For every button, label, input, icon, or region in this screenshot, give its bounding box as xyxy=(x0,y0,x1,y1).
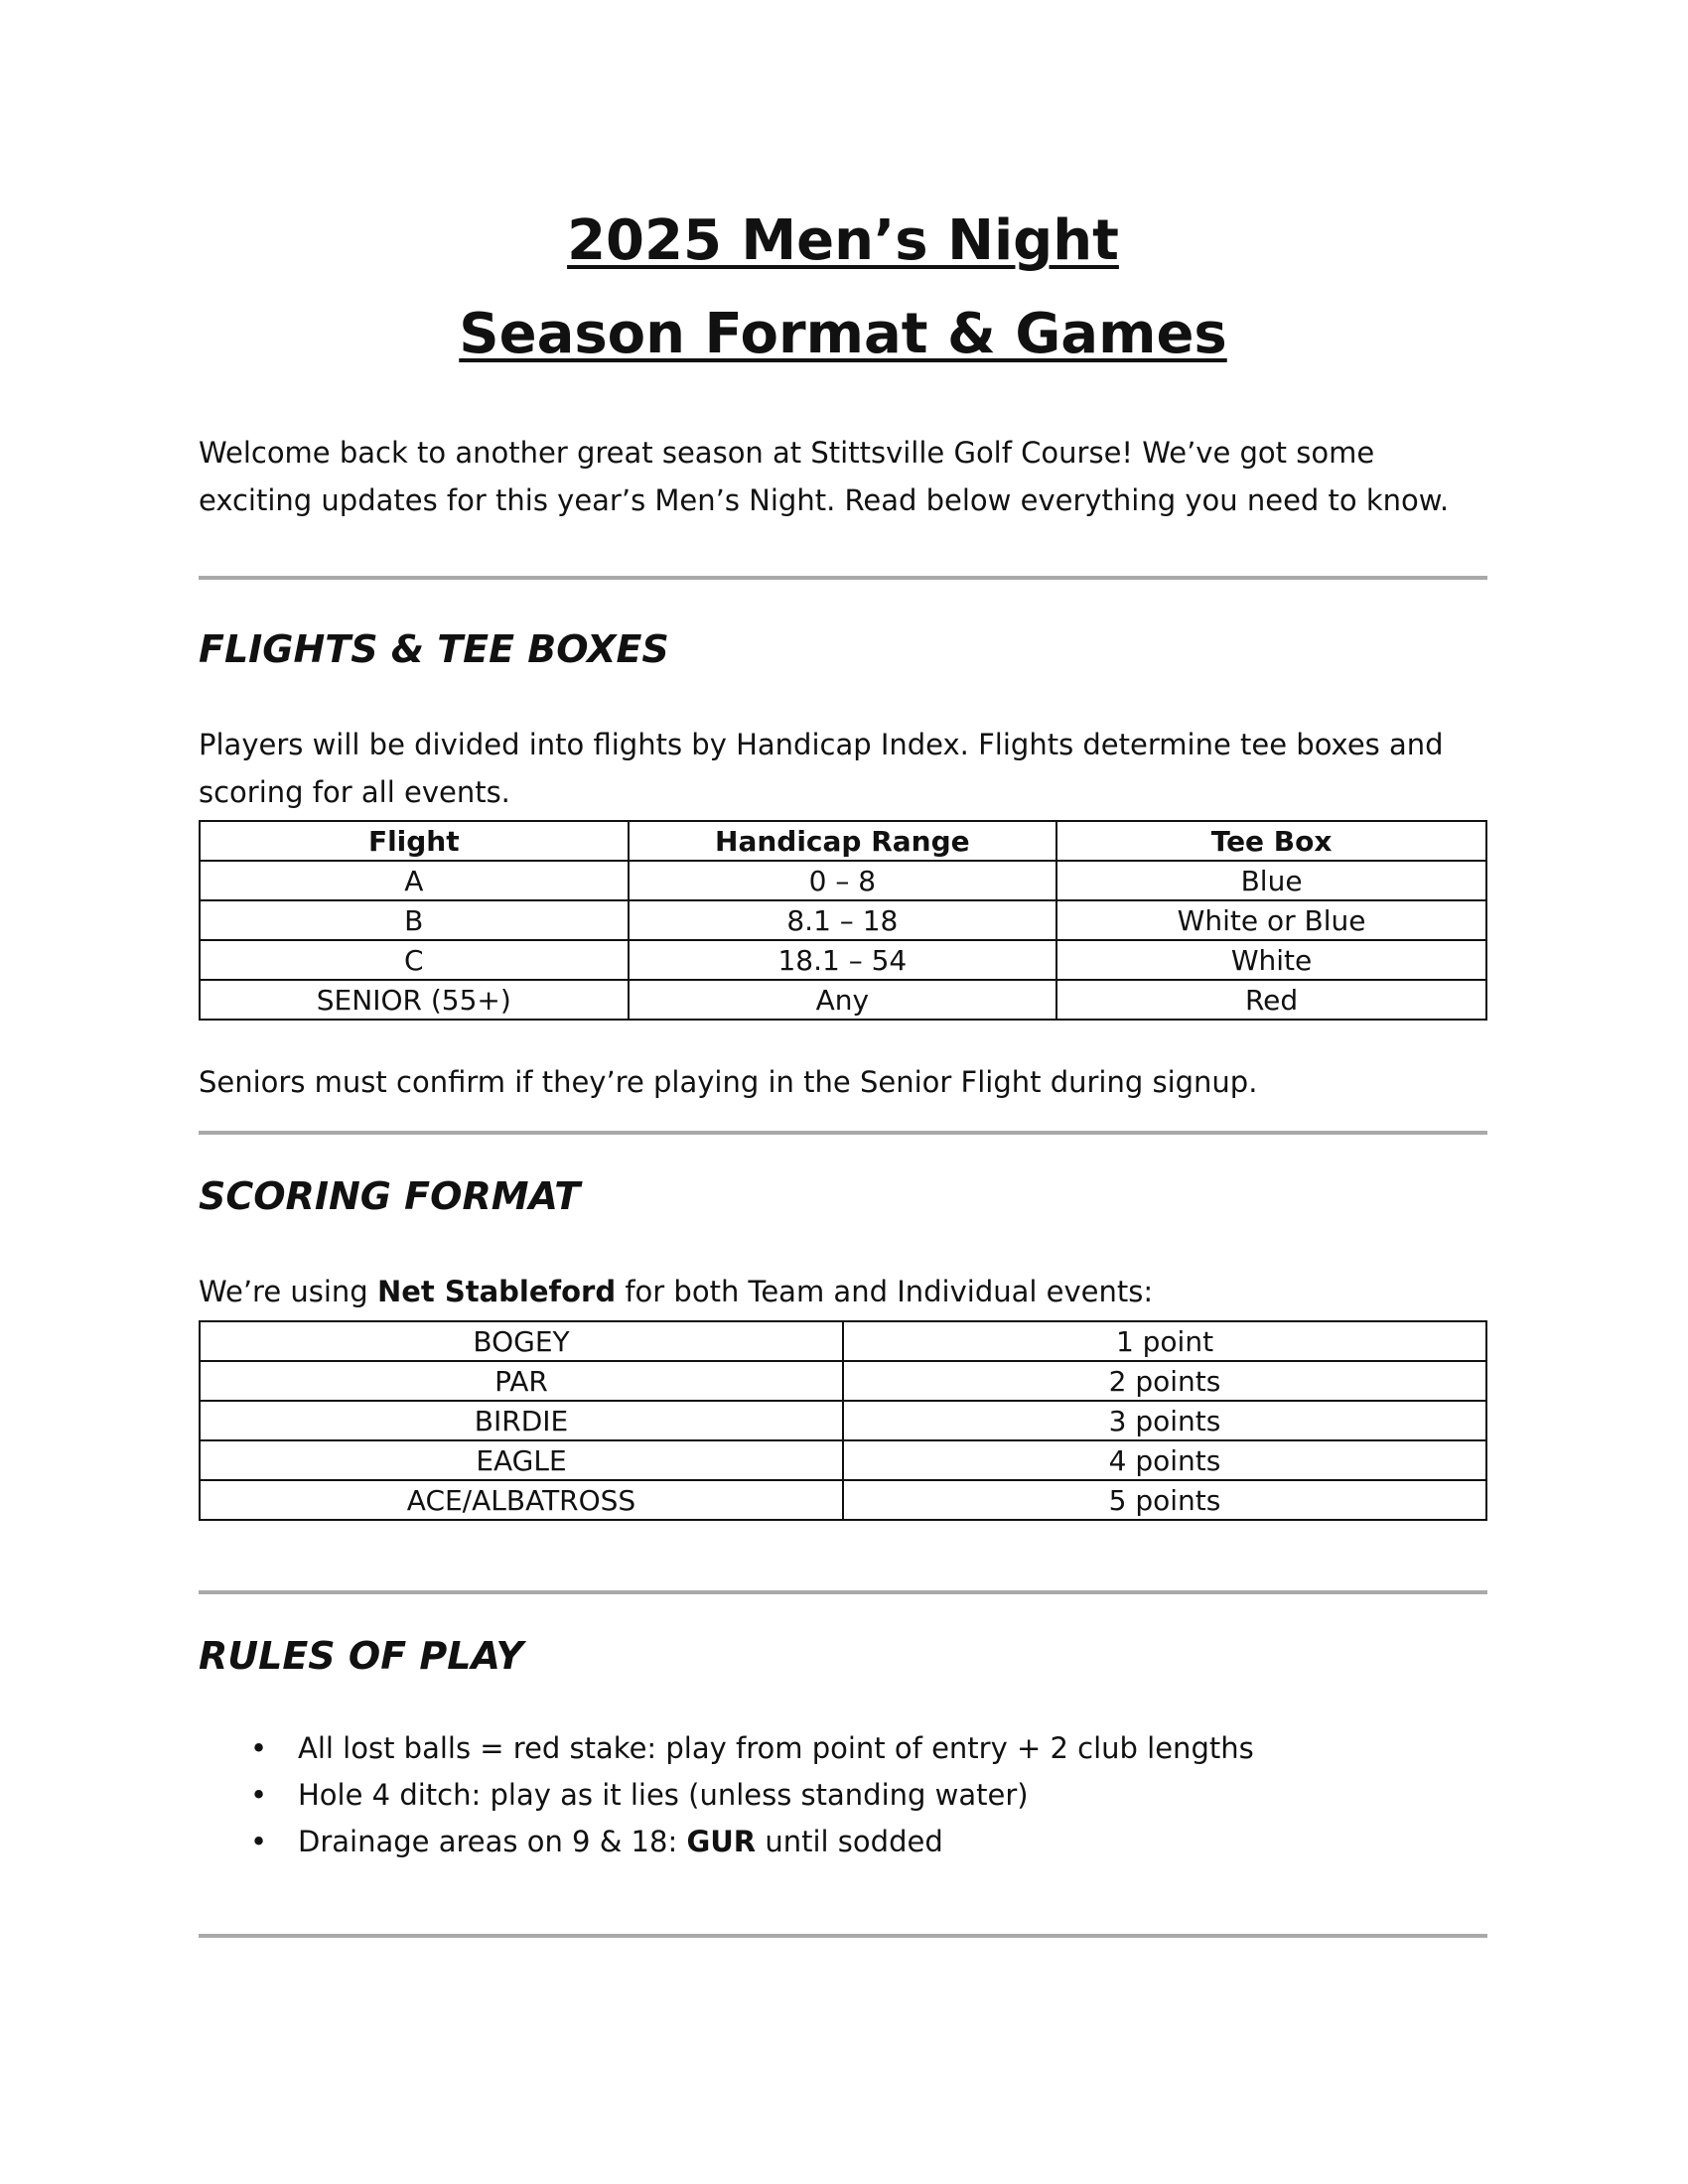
section-divider xyxy=(199,1934,1487,1938)
title-line-2 xyxy=(199,288,1487,381)
table-row xyxy=(200,900,1486,940)
column-header: Handicap Range xyxy=(629,821,1057,861)
table-cell: 1 point xyxy=(843,1321,1486,1361)
flights-table xyxy=(199,820,1487,1021)
table-cell: SENIOR (55+) xyxy=(200,980,629,1020)
scoring-format-name: Net Stableford xyxy=(376,1275,617,1308)
table-cell: EAGLE xyxy=(200,1440,843,1480)
section-divider xyxy=(199,1131,1487,1135)
document-title xyxy=(199,195,1487,381)
table-cell: PAR xyxy=(200,1361,843,1401)
table-cell: Red xyxy=(1056,980,1486,1020)
table-cell: 3 points xyxy=(843,1401,1486,1440)
table-cell: Blue xyxy=(1056,861,1486,900)
title-line-1-text: 2025 Men’s Night xyxy=(567,208,1119,273)
table-cell: ACE/ALBATROSS xyxy=(200,1480,843,1520)
table-cell: White xyxy=(1056,940,1486,980)
section-divider xyxy=(199,1590,1487,1594)
table-cell: A xyxy=(200,861,629,900)
table-row xyxy=(200,1401,1486,1440)
table-row xyxy=(200,940,1486,980)
flights-heading: FLIGHTS & TEE BOXES xyxy=(199,627,669,671)
section-divider xyxy=(199,576,1487,580)
table-row xyxy=(200,1440,1486,1480)
rule-text: until sodded xyxy=(756,1825,943,1858)
title-line-1 xyxy=(199,195,1487,288)
title-line-2-text: Season Format & Games xyxy=(459,302,1227,366)
rules-heading: RULES OF PLAY xyxy=(199,1634,524,1678)
table-row xyxy=(200,1480,1486,1520)
scoring-intro-text: for both Team and Individual events: xyxy=(616,1275,1154,1308)
table-cell: BOGEY xyxy=(200,1321,843,1361)
scoring-heading: SCORING FORMAT xyxy=(199,1174,581,1218)
table-cell: BIRDIE xyxy=(200,1401,843,1440)
table-cell: 8.1 – 18 xyxy=(629,900,1057,940)
flights-table-header xyxy=(200,821,1486,861)
table-cell: 0 – 8 xyxy=(629,861,1057,900)
bullet-icon: • xyxy=(250,1731,268,1765)
list-item xyxy=(199,1772,1254,1819)
table-cell: White or Blue xyxy=(1056,900,1486,940)
bullet-icon: • xyxy=(250,1825,268,1858)
table-cell: C xyxy=(200,940,629,980)
list-item xyxy=(199,1819,1254,1865)
table-row xyxy=(200,1321,1486,1361)
column-header: Flight xyxy=(200,821,629,861)
table-cell: Any xyxy=(629,980,1057,1020)
table-row xyxy=(200,861,1486,900)
rule-bold-text: GUR xyxy=(686,1825,757,1858)
senior-note: Seniors must confirm if they’re playing in the Senior Flight during signup. xyxy=(199,1065,1258,1099)
flights-description: Players will be divided into flights by Handicap Index. Flights determine tee boxes and scoring for all events. xyxy=(199,728,1444,809)
rules-list xyxy=(199,1725,1254,1865)
scoring-table xyxy=(199,1320,1487,1521)
table-row xyxy=(200,980,1486,1020)
table-cell: B xyxy=(200,900,629,940)
scoring-intro xyxy=(199,1268,1487,1315)
intro-paragraph: Welcome back to another great season at Stittsville Golf Course! We’ve got some exciting updates for this year’s Men’s Night. Read below everything you need to know. xyxy=(199,436,1450,517)
rule-text: Hole 4 ditch: play as it lies (unless standing water) xyxy=(298,1778,1029,1812)
column-header: Tee Box xyxy=(1056,821,1486,861)
table-cell: 5 points xyxy=(843,1480,1486,1520)
table-cell: 18.1 – 54 xyxy=(629,940,1057,980)
scoring-intro-text: We’re using xyxy=(199,1275,377,1308)
rule-text: All lost balls = red stake: play from point of entry + 2 club lengths xyxy=(298,1731,1254,1765)
bullet-icon: • xyxy=(250,1778,268,1812)
rule-text: Drainage areas on 9 & 18: xyxy=(298,1825,687,1858)
table-cell: 4 points xyxy=(843,1440,1486,1480)
table-row xyxy=(200,1361,1486,1401)
list-item xyxy=(199,1725,1254,1772)
table-cell: 2 points xyxy=(843,1361,1486,1401)
